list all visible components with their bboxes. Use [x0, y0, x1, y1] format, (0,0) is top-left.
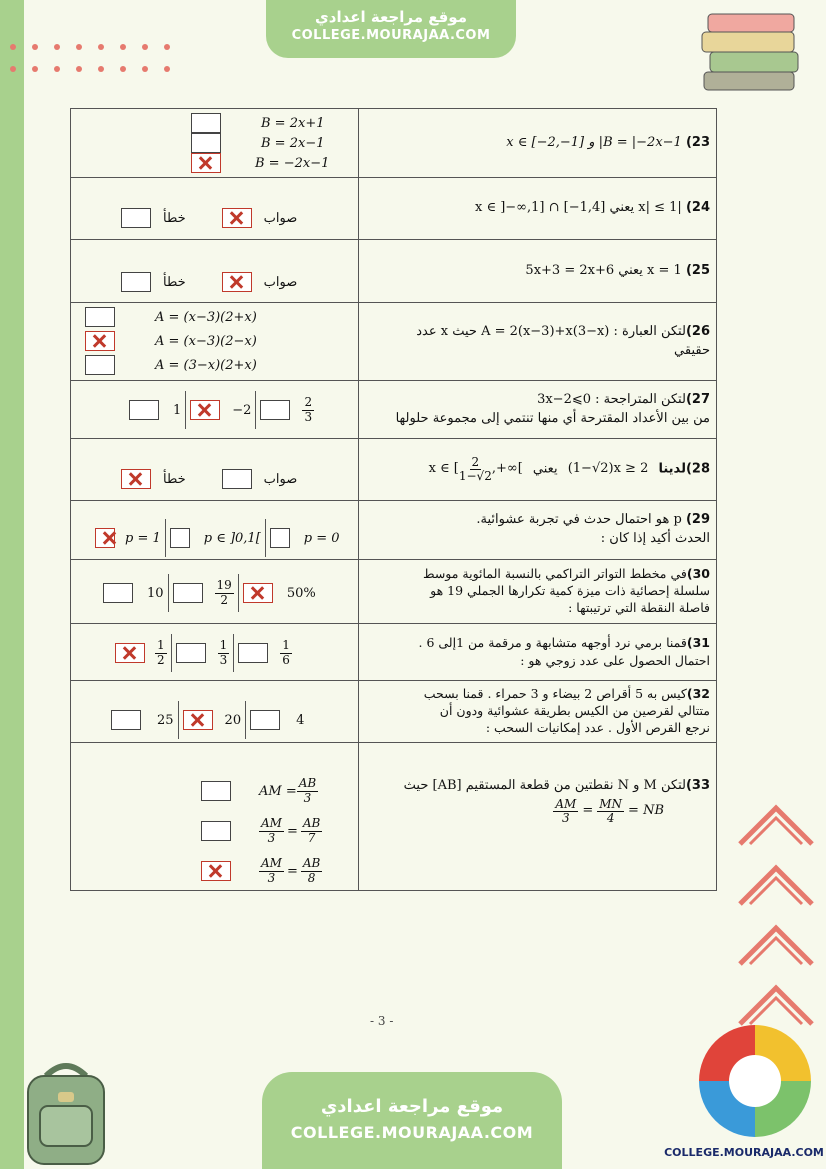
- question-row-31: [71, 624, 717, 681]
- separator: [185, 391, 186, 429]
- denominator: 3: [303, 790, 312, 805]
- question-number: 27): [685, 391, 710, 407]
- question-row-33: [71, 743, 717, 891]
- question-row-29: [71, 501, 717, 560]
- answers-28: [71, 439, 359, 501]
- option-fraction: [218, 639, 230, 666]
- checkbox[interactable]: [85, 355, 115, 375]
- checkbox-checked[interactable]: [115, 643, 145, 663]
- question-text: لتكن العبارة : A = 2(x−3)+x(3−x) حيث x عدد: [416, 323, 686, 339]
- numerator: AM: [261, 816, 282, 831]
- question-25: [359, 240, 717, 303]
- checkbox[interactable]: [121, 208, 151, 228]
- checkbox[interactable]: [121, 272, 151, 292]
- option-fraction: [297, 777, 318, 804]
- question-number: 30): [686, 566, 710, 582]
- denominator: 3: [304, 409, 313, 424]
- checkbox-checked[interactable]: [95, 528, 115, 548]
- question-28: [359, 439, 717, 501]
- false-label: خطأ: [163, 210, 186, 226]
- option-text: A = (3−x)(2+x): [155, 357, 257, 373]
- option-text: B = −2x−1: [255, 155, 330, 171]
- question-row-23: [71, 109, 717, 178]
- separator: [238, 574, 239, 612]
- checkbox[interactable]: [173, 583, 203, 603]
- numerator: AM: [555, 796, 577, 811]
- interval-end: ,+∞[: [491, 461, 523, 477]
- false-label: خطأ: [163, 471, 186, 487]
- option-text: p = 0: [303, 530, 340, 546]
- equation-tail: = NB: [628, 803, 664, 819]
- question-number: 23): [685, 134, 710, 150]
- option-text: 4: [296, 712, 305, 728]
- equals-sign: =: [582, 803, 594, 819]
- checkbox[interactable]: [270, 528, 290, 548]
- question-text: كيس به 5 أقراص 2 بيضاء و 3 حمراء . قمنا بسحب: [423, 686, 687, 702]
- denominator: 3: [267, 830, 276, 845]
- separator: [233, 634, 234, 672]
- numerator: MN: [599, 796, 623, 811]
- backpack-icon: [18, 1056, 114, 1168]
- answers-27: [71, 381, 359, 439]
- interval-start: x ∈ [: [428, 461, 459, 477]
- question-number: 25): [685, 262, 710, 278]
- option-text: A = (x−3)(2+x): [155, 309, 257, 325]
- checkbox[interactable]: [201, 821, 231, 841]
- footer-banner[interactable]: [262, 1072, 562, 1169]
- option-text: AM =: [259, 783, 297, 799]
- option-fraction: [301, 857, 322, 884]
- option-text: B = 2x−1: [261, 135, 325, 151]
- question-row-32: [71, 681, 717, 743]
- interval-fraction: [459, 456, 492, 483]
- denominator: 8: [307, 870, 316, 885]
- question-number: 26): [685, 323, 710, 339]
- checkbox-checked[interactable]: [190, 400, 220, 420]
- option-text: A = (x−3)(2−x): [155, 333, 257, 349]
- checkbox-checked[interactable]: [183, 710, 213, 730]
- denominator: 3: [219, 652, 228, 667]
- option-fraction: [259, 857, 284, 884]
- answers-24: [71, 178, 359, 240]
- separator: [265, 519, 266, 557]
- footer-site-en: COLLEGE.MOURAJAA.COM: [290, 1123, 534, 1142]
- separator: [178, 701, 179, 739]
- numerator: 19: [216, 578, 232, 593]
- question-number: 28): [685, 461, 710, 477]
- fraction: [597, 798, 624, 825]
- ratio-equation: [553, 798, 664, 825]
- separator: [245, 701, 246, 739]
- denominator: 7: [307, 830, 316, 845]
- equals-sign: =: [286, 863, 298, 879]
- question-number: 32): [686, 686, 710, 702]
- answers-23: [71, 109, 359, 178]
- checkbox[interactable]: [111, 710, 141, 730]
- numerator: 1: [219, 638, 228, 653]
- denominator: 1−√2: [458, 469, 492, 483]
- answers-25: [71, 240, 359, 303]
- true-label: صواب: [263, 274, 298, 290]
- checkbox-checked[interactable]: [201, 861, 231, 881]
- chevron-up-icon: [734, 912, 818, 972]
- checkbox[interactable]: [191, 113, 221, 133]
- decorative-dots-2: [10, 44, 190, 56]
- checkbox[interactable]: [238, 643, 268, 663]
- denominator: 3: [562, 811, 570, 826]
- checkbox-checked[interactable]: [222, 208, 252, 228]
- question-text-2: احتمال الحصول على عدد زوجي هو :: [520, 653, 710, 668]
- separator: [168, 574, 169, 612]
- page-number: - 3 -: [370, 1014, 394, 1028]
- option-fraction: [301, 817, 322, 844]
- checkbox[interactable]: [129, 400, 159, 420]
- checkbox[interactable]: [103, 583, 133, 603]
- question-text-3: نرجع القرص الأول . عدد إمكانيات السحب :: [485, 719, 710, 735]
- option-text: −2: [232, 402, 252, 418]
- question-text: قمنا برمي نرد أوجهه متشابهة و مرقمة من 1إلى 6 .: [418, 634, 687, 650]
- question-text-2: حقيقي: [674, 342, 710, 358]
- answers-33: [71, 743, 359, 891]
- denominator: 6: [282, 652, 290, 667]
- question-text-2: الحدث أكيد إذا كان :: [600, 531, 710, 546]
- checkbox-checked[interactable]: [243, 583, 273, 603]
- checkbox[interactable]: [260, 400, 290, 420]
- option-text: p = 1: [125, 530, 161, 546]
- true-label: صواب: [263, 471, 298, 487]
- fraction: [553, 798, 578, 825]
- question-24: [359, 178, 717, 240]
- checkbox-checked[interactable]: [85, 331, 115, 351]
- question-text: لتكن المتراجحة : 3x−2⩽0: [537, 391, 686, 407]
- question-text-3: فاصلة النقطة التي ترتيبتها :: [568, 599, 710, 615]
- question-number: 24): [685, 200, 710, 216]
- answers-31: [71, 624, 359, 681]
- question-26: [359, 303, 717, 381]
- inequality: (1−√2)x ≥ 2: [567, 461, 649, 477]
- checkbox-checked[interactable]: [191, 153, 221, 173]
- chevron-up-icon: [734, 792, 818, 852]
- option-text: 1: [173, 402, 182, 418]
- option-fraction: [155, 639, 167, 666]
- separator: [165, 519, 166, 557]
- question-number: 29): [685, 512, 710, 528]
- option-text: p ∈ ]0,1[: [203, 530, 261, 546]
- checkbox-checked[interactable]: [121, 469, 151, 489]
- option-fraction: [259, 817, 284, 844]
- question-text-2: سلسلة إحصائية ذات ميزة كمية تكرارها الجملي 19 هو: [430, 583, 710, 599]
- question-text: في مخطط التواتر التراكمي بالنسبة المائوية موسط: [422, 566, 687, 582]
- numerator: AB: [302, 816, 321, 831]
- denominator: 2: [157, 652, 165, 667]
- option-fraction: [215, 579, 234, 606]
- option-fraction: [280, 639, 292, 666]
- question-27: [359, 381, 717, 439]
- question-text: B = |−2x−1| و x ∈ [−2,−1]: [506, 134, 682, 150]
- checkbox[interactable]: [191, 133, 221, 153]
- checkbox[interactable]: [170, 528, 190, 548]
- false-label: خطأ: [163, 274, 186, 290]
- option-fraction: [302, 396, 314, 423]
- separator: [171, 634, 172, 672]
- checkbox[interactable]: [176, 643, 206, 663]
- header-site-en: COLLEGE.MOURAJAA.COM: [291, 28, 491, 43]
- checkbox[interactable]: [85, 307, 115, 327]
- question-number: 31): [686, 634, 710, 650]
- option-text: 20: [224, 712, 242, 728]
- numerator: 1: [282, 638, 290, 653]
- header-site-ar: موقع مراجعة اعدادي: [315, 8, 467, 26]
- interval: [429, 456, 523, 483]
- header-banner[interactable]: [266, 0, 516, 58]
- site-logo-icon: [694, 1020, 816, 1142]
- numerator: 1: [157, 638, 165, 653]
- option-text: 25: [157, 712, 174, 728]
- question-text-2: من بين الأعداد المقترحة أي منها تنتمي إلى مجموعة حلولها: [395, 410, 710, 426]
- numerator: AB: [298, 776, 317, 791]
- books-icon: [698, 8, 806, 96]
- checkbox[interactable]: [222, 469, 252, 489]
- checkbox[interactable]: [250, 710, 280, 730]
- option-text: 50%: [286, 585, 316, 601]
- question-row-24: [71, 178, 717, 240]
- footer-site-ar: موقع مراجعة اعدادي: [320, 1096, 504, 1117]
- question-row-28: [71, 439, 717, 501]
- question-30: [359, 560, 717, 624]
- denominator: 4: [606, 811, 615, 826]
- question-text: لتكن M و N نقطتين من قطعة المستقيم [AB] حيث: [403, 778, 686, 793]
- question-text: p هو احتمال حدث في تجربة عشوائية.: [476, 512, 682, 528]
- answers-29: [71, 501, 359, 560]
- question-29: [359, 501, 717, 560]
- question-text-2: متتالي لقرصين من الكيس بطريقة عشوائية ودون أن: [439, 703, 710, 719]
- chevron-up-icon: [734, 852, 818, 912]
- answers-26: [71, 303, 359, 381]
- checkbox[interactable]: [201, 781, 231, 801]
- equals-sign: =: [286, 823, 298, 839]
- question-number: 33): [685, 778, 710, 793]
- option-text: 10: [147, 585, 164, 601]
- question-text: x = 1 يعني 5x+3 = 2x+6: [525, 262, 682, 278]
- checkbox-checked[interactable]: [222, 272, 252, 292]
- numerator: AM: [261, 856, 282, 871]
- separator: [255, 391, 256, 429]
- denominator: 2: [220, 592, 228, 607]
- question-text: |x| ≤ 1 يعني x ∈ ]−∞,1] ∩ [−1,4]: [475, 200, 682, 216]
- logo-caption: COLLEGE.MOURAJAA.COM: [664, 1146, 824, 1159]
- numerator: 2: [471, 454, 480, 469]
- question-row-26: [71, 303, 717, 381]
- question-33: [359, 743, 717, 891]
- denominator: 3: [267, 870, 276, 885]
- question-row-30: [71, 560, 717, 624]
- answers-32: [71, 681, 359, 743]
- question-32: [359, 681, 717, 743]
- question-row-27: [71, 381, 717, 439]
- question-row-25: [71, 240, 717, 303]
- option-text: B = 2x+1: [261, 115, 325, 131]
- answers-30: [71, 560, 359, 624]
- numerator: AB: [302, 856, 321, 871]
- question-31: [359, 624, 717, 681]
- question-23: [359, 109, 717, 178]
- true-label: صواب: [263, 210, 298, 226]
- numerator: 2: [304, 395, 313, 410]
- quiz-table: [70, 108, 717, 891]
- means-label: يعني: [532, 461, 558, 477]
- question-text: لدينا: [658, 461, 686, 477]
